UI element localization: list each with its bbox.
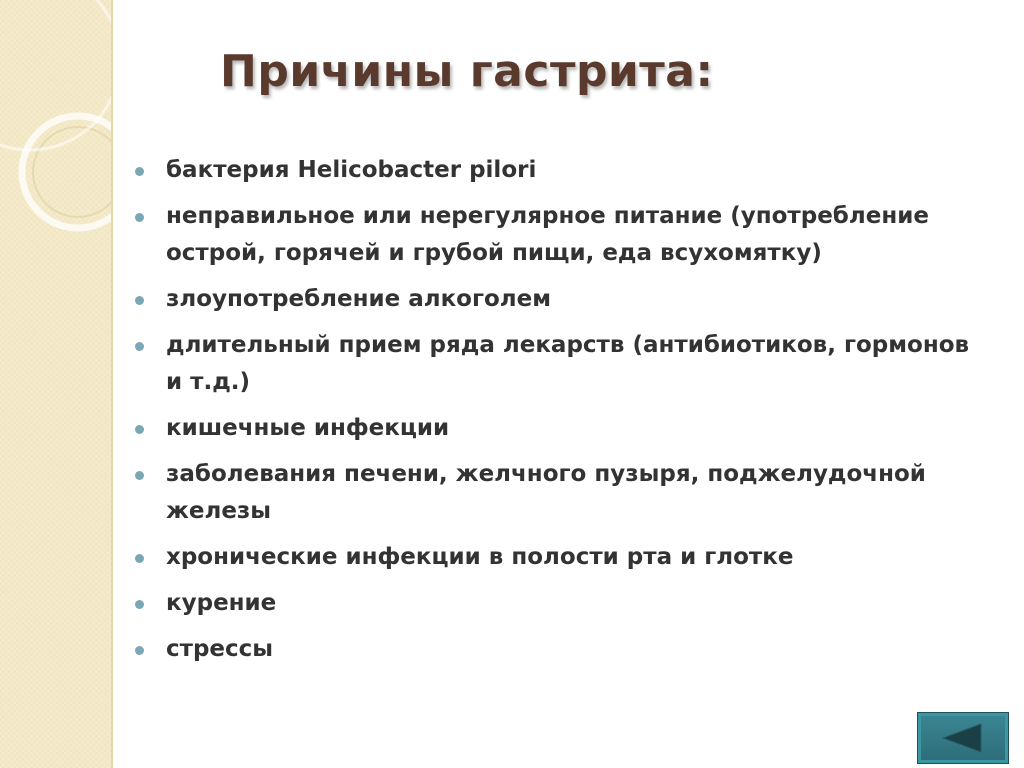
list-item [132, 198, 982, 272]
list-item-text: кишечные инфекции [166, 415, 450, 441]
list-item-text: стрессы [166, 636, 274, 662]
list-item-text: длительный прием ряда лекарств (антибиотиков, гормонов и т.д.) [166, 332, 970, 395]
bullet-icon [135, 554, 144, 563]
bullet-icon [135, 296, 144, 305]
decorative-circles [0, 0, 111, 768]
bullet-icon [135, 646, 144, 655]
side-panel-edge [111, 0, 113, 768]
list-item [132, 152, 982, 189]
list-item-text: злоупотребление алкоголем [166, 286, 552, 312]
decorative-side-panel [0, 0, 111, 768]
back-button[interactable] [918, 713, 1008, 763]
slide-title: Причины гастрита: [220, 46, 714, 97]
bullet-icon [135, 342, 144, 351]
list-item-text: курение [166, 590, 277, 616]
triangle-left-icon [921, 716, 1005, 760]
list-item-text: хронические инфекции в полости рта и глотке [166, 544, 794, 570]
bullet-icon [135, 425, 144, 434]
list-item [132, 585, 982, 622]
bullet-icon [135, 213, 144, 222]
list-item [132, 539, 982, 576]
list-item-text: бактерия Helicobacter pilori [166, 157, 537, 183]
list-item-text: заболевания печени, желчного пузыря, поджелудочной железы [166, 461, 926, 524]
list-item-text: неправильное или нерегулярное питание (употребление острой, горячей и грубой пищи, еда всухомятку) [166, 203, 929, 266]
bullet-list [132, 152, 982, 677]
bullet-icon [135, 471, 144, 480]
bullet-icon [135, 167, 144, 176]
list-item [132, 456, 982, 530]
list-item [132, 631, 982, 668]
bullet-icon [135, 600, 144, 609]
list-item [132, 281, 982, 318]
list-item [132, 410, 982, 447]
list-item [132, 327, 982, 401]
